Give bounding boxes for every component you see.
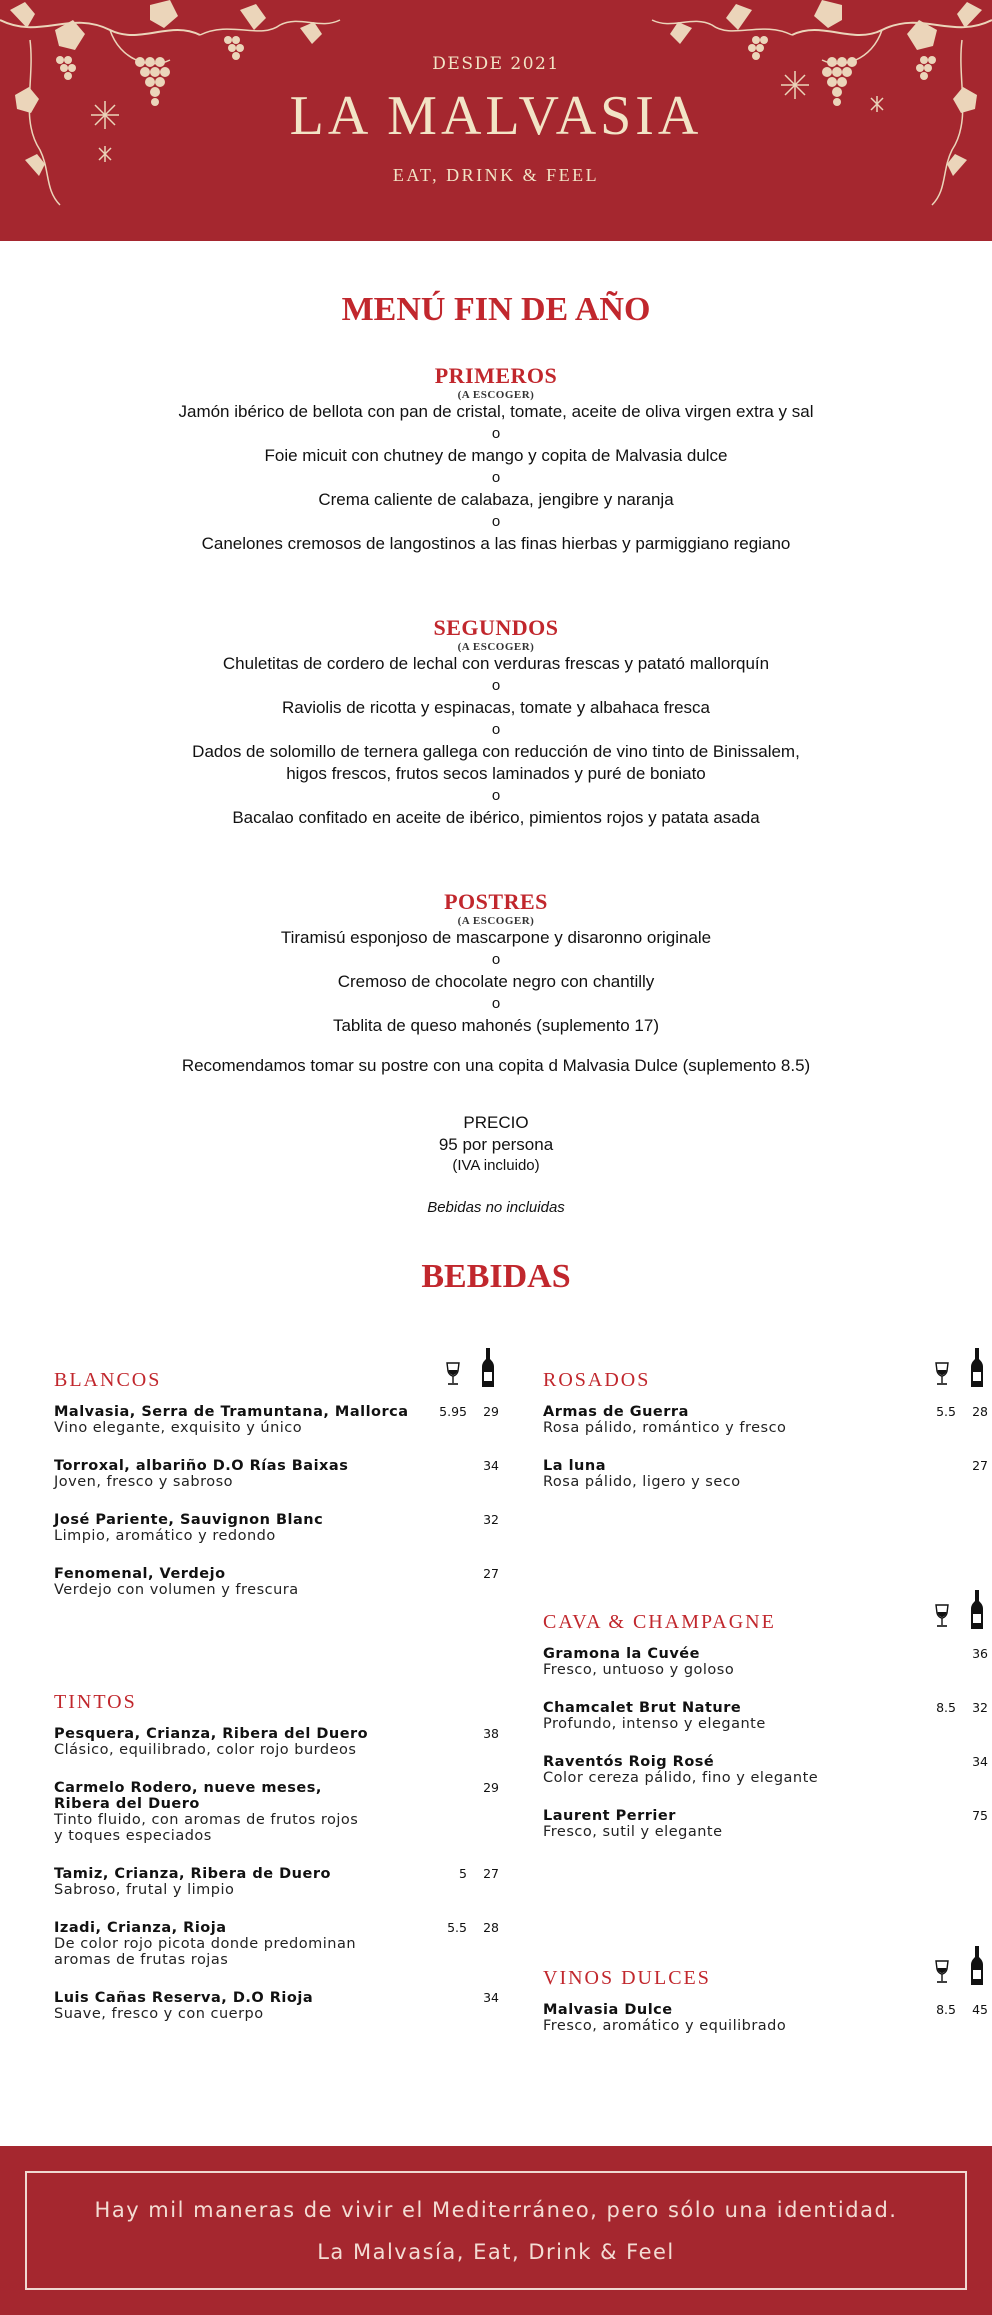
wine-bottle-icon [970,1348,984,1392]
dish-separator: o [491,677,501,694]
restaurant-name: LA MALVASIA [289,85,703,147]
wine-section-header [543,1590,988,1634]
dish-text: Jamón ibérico de bellota con pan de cristal, tomate, aceite de oliva virgen extra y sal [178,402,814,421]
dish-separator: o [491,469,501,486]
wine-section-blancos [54,1348,499,1598]
wine-description: Suave, fresco y con cuerpo [54,2006,264,2022]
price-glass: 8.5 [936,1700,956,1715]
wine-description: aromas de frutas rojas [54,1952,229,1968]
wine-name: Pesquera, Crianza, Ribera del Duero [54,1726,369,1742]
price-bottle: 28 [483,1920,499,1935]
course-choose-note: (A ESCOGER) [457,389,535,401]
wine-description: Clásico, equilibrado, color rojo burdeos [54,1742,357,1758]
wine-bottle-icon [970,1946,984,1990]
wine-section-header [54,1688,499,1714]
dish-text: Tablita de queso mahonés (suplemento 17) [332,1016,660,1035]
wine-description: Joven, fresco y sabroso [54,1474,234,1490]
dish-text: Cremoso de chocolate negro con chantilly [337,972,655,991]
dish-separator: o [491,721,501,738]
wine-bottle-icon [970,1590,984,1634]
dish-item [0,653,992,675]
dish-separator: o [491,513,501,530]
wine-name: Malvasia Dulce [543,2002,673,2018]
wine-description: De color rojo picota donde predominan [54,1936,357,1952]
course-choose-note: (A ESCOGER) [457,915,535,927]
dish-separator: o [491,995,501,1012]
price-bottle: 29 [483,1780,499,1795]
established-year: DESDE 2021 [432,54,560,74]
dish-item [0,741,992,785]
price-bottle: 29 [483,1404,499,1419]
wine-item [543,1700,988,1732]
wine-description: Fresco, aromático y equilibrado [543,2018,787,2034]
dish-text: Foie micuit con chutney de mango y copita de Malvasia dulce [264,446,728,465]
dish-text: Bacalao confitado en aceite de ibérico, pimientos rojos y patata asada [232,808,760,827]
price-bottle: 34 [972,1754,988,1769]
footer-motto: Hay mil maneras de vivir el Mediterráneo, pero sólo una identidad. [94,2198,898,2222]
wine-section-title: VINOS DULCES [543,1967,711,1989]
dessert-recommendation: Recomendamos tomar su postre con una copita d Malvasia Dulce (suplemento 8.5) [181,1056,811,1075]
dish-item [0,697,992,719]
price-block [0,1112,992,1176]
course-title: POSTRES [444,889,548,914]
wine-glass-icon [934,1362,950,1390]
dish-item [0,1015,992,1037]
footer-signature: La Malvasía, Eat, Drink & Feel [317,2240,675,2264]
wine-description: Fresco, untuoso y goloso [543,1662,735,1678]
wine-item [54,1726,499,1758]
dish-text: Crema caliente de calabaza, jengibre y naranja [318,490,674,509]
wine-description: Sabroso, frutal y limpio [54,1882,235,1898]
wine-section-header [543,1348,988,1392]
wine-description: Rosa pálido, ligero y seco [543,1474,741,1490]
price-tax-note: (IVA incluido) [452,1157,540,1174]
wine-description: Limpio, aromático y redondo [54,1528,276,1544]
wine-item [54,1512,499,1544]
wine-item [54,1566,499,1598]
wine-description: y toques especiados [54,1828,212,1844]
price-bottle: 32 [972,1700,988,1715]
wine-description: Color cereza pálido, fino y elegante [543,1770,819,1786]
price-glass: 8.5 [936,2002,956,2017]
wine-item [543,1808,988,1840]
price-glass: 5 [459,1866,467,1881]
dish-item [0,533,992,555]
dish-text: Dados de solomillo de ternera gallega con reducción de vino tinto de Binissalem, [192,742,800,761]
wine-section-rosados [543,1348,988,1490]
dish-item [0,927,992,949]
wine-glass-icon [934,1604,950,1632]
dish-item [0,445,992,467]
dish-item [0,489,992,511]
course-title: PRIMEROS [434,363,558,388]
wine-name: Ribera del Duero [54,1796,200,1812]
price-glass: 5.5 [936,1404,956,1419]
course-segundos [0,615,992,829]
wine-item [543,1458,988,1490]
wine-section-dulces [543,1946,988,2034]
wine-name: Luis Cañas Reserva, D.O Rioja [54,1990,314,2006]
price-bottle: 27 [483,1566,499,1581]
wine-section-header [54,1348,499,1392]
course-postres [0,889,992,1037]
wine-item [54,1458,499,1490]
wine-description: Profundo, intenso y elegante [543,1716,766,1732]
price-glass: 5.95 [439,1404,467,1419]
wine-section-title: BLANCOS [54,1369,162,1391]
dish-text: Canelones cremosos de langostinos a las finas hierbas y parmiggiano regiano [201,534,791,553]
wine-item [543,1646,988,1678]
wine-item [543,2002,988,2034]
price-bottle: 45 [972,2002,988,2017]
price-bottle: 27 [972,1458,988,1473]
price-bottle: 28 [972,1404,988,1419]
wine-description: Rosa pálido, romántico y fresco [543,1420,787,1436]
wine-description: Vino elegante, exquisito y único [54,1420,303,1436]
wine-description: Fresco, sutil y elegante [543,1824,723,1840]
wine-item [54,1866,499,1898]
wine-section-title: ROSADOS [543,1369,651,1391]
dish-item [0,401,992,423]
wine-description: Verdejo con volumen y frescura [54,1582,299,1598]
wine-section-tintos [54,1688,499,2022]
wine-name: Chamcalet Brut Nature [543,1700,742,1716]
wine-item [54,1990,499,2022]
dish-separator: o [491,787,501,804]
dish-text: higos frescos, frutos secos laminados y puré de boniato [286,764,706,783]
price-bottle: 27 [483,1866,499,1881]
dish-item [0,971,992,993]
price-label: PRECIO [463,1113,529,1132]
course-choose-note: (A ESCOGER) [457,641,535,653]
wine-glass-icon [934,1960,950,1988]
wine-name: Gramona la Cuvée [543,1646,700,1662]
restaurant-tagline: EAT, DRINK & FEEL [392,165,600,185]
wine-name: Carmelo Rodero, nueve meses, [54,1780,322,1796]
wine-section-title: TINTOS [54,1691,137,1713]
header-banner [0,0,992,241]
wine-item [543,1404,988,1436]
wine-section-cava [543,1590,988,1840]
price-value: 95 por persona [438,1135,554,1154]
menu-title: MENÚ FIN DE AÑO [341,291,651,328]
course-title: SEGUNDOS [433,615,559,640]
wine-name: Malvasia, Serra de Tramuntana, Mallorca [54,1404,409,1420]
wine-name: Torroxal, albariño D.O Rías Baixas [54,1458,349,1474]
price-bottle: 36 [972,1646,988,1661]
price-bottle: 34 [483,1990,499,2005]
price-bottle: 38 [483,1726,499,1741]
wine-name: José Pariente, Sauvignon Blanc [54,1512,324,1528]
course-primeros [0,363,992,555]
wine-name: Laurent Perrier [543,1808,676,1824]
drinks-not-included-note: Bebidas no incluidas [427,1199,565,1216]
price-bottle: 75 [972,1808,988,1823]
wine-item [543,1754,988,1786]
wine-glass-icon [445,1362,461,1390]
dish-text: Chuletitas de cordero de lechal con verduras frescas y patató mallorquín [222,654,770,673]
wine-name: Armas de Guerra [543,1404,689,1420]
wine-item [54,1780,499,1844]
footer-frame [25,2171,967,2290]
wine-name: Tamiz, Crianza, Ribera de Duero [54,1866,331,1882]
dish-item [0,807,992,829]
dish-text: Raviolis de ricotta y espinacas, tomate y albahaca fresca [281,698,711,717]
wine-name: Izadi, Crianza, Rioja [54,1920,227,1936]
price-bottle: 34 [483,1458,499,1473]
wine-name: Fenomenal, Verdejo [54,1566,226,1582]
wine-item [54,1404,499,1436]
wine-section-header [543,1946,988,1990]
wine-name: Raventós Roig Rosé [543,1754,715,1770]
dish-text: Tiramisú esponjoso de mascarpone y disaronno originale [280,928,712,947]
footer-banner [0,2146,992,2315]
dish-separator: o [491,425,501,442]
wine-description: Tinto fluido, con aromas de frutos rojos [54,1812,359,1828]
price-glass: 5.5 [447,1920,467,1935]
price-bottle: 32 [483,1512,499,1527]
wine-name: La luna [543,1458,606,1474]
wine-section-title: CAVA & CHAMPAGNE [543,1611,776,1633]
wine-item [54,1920,499,1968]
wine-bottle-icon [481,1348,495,1392]
dish-separator: o [491,951,501,968]
drinks-title: BEBIDAS [421,1258,571,1295]
